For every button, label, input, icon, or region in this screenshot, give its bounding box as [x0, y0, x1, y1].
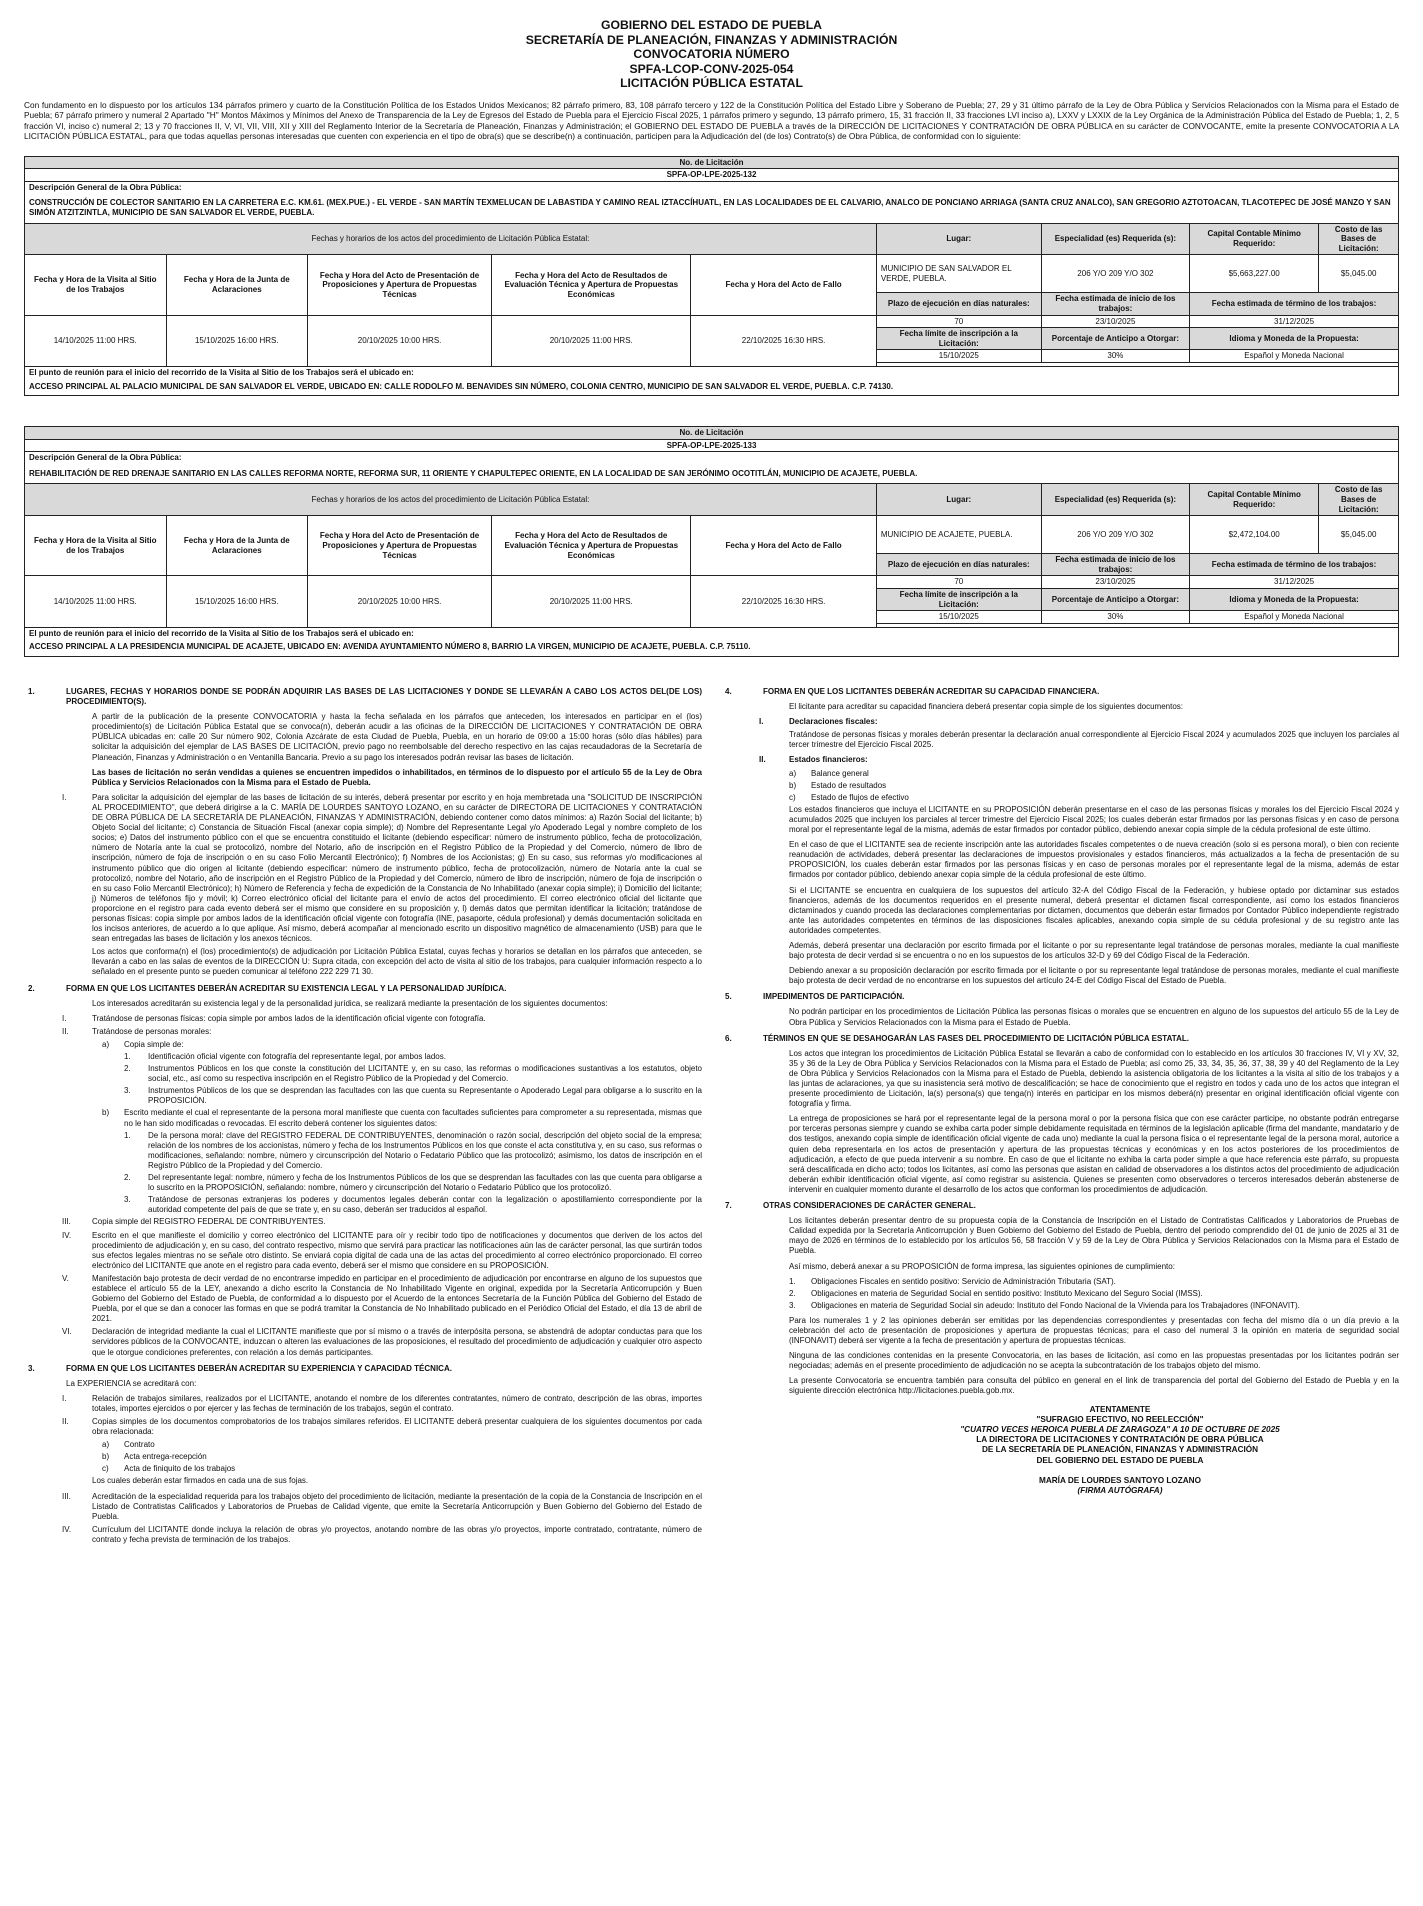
body-columns	[24, 681, 1399, 1548]
section-title: LUGARES, FECHAS Y HORARIOS DONDE SE PODRÁN ADQUIRIR LAS BASES DE LAS LICITACIONES Y DONDE SE LLEVARÁN A CABO LOS ACTOS DEL(DE LOS) PROCEDIMIENTO(S).	[66, 687, 702, 707]
subitem	[721, 769, 1399, 779]
descripcion-value: CONSTRUCCIÓN DE COLECTOR SANITARIO EN LA CARRETERA E.C. KM.61. (MEX.PUE.) - EL VERDE - SAN MARTÍN TEXMELUCAN DE LABASTIDA Y CAMINO REAL IZTACCÍHUATL, EN LAS LOCALIDADES DE EL CALVARIO, ANALCO DE PONCIANO ARRIAGA (SANTA CRUZ ANALCO), SAN GREGORIO AZTOTOACAN, TLACOTEPEC DE JOSÉ MANZO Y SAN SIMÓN ATZITZINTLA, MUNICIPIO DE SAN SALVADOR EL VERDE, PUEBLA.	[25, 193, 1399, 223]
subitem	[24, 1086, 702, 1106]
section-number: 4.	[725, 687, 732, 696]
section-1-paragraph: Los actos que conforma(n) el (los) procedimiento(s) de adjudicación por Licitación Pública Estatal, cuyas fechas y horarios se detallan en los párrafos que anteceden, se llevarán a cabo en las salas de eventos de la DIRECCIÓN U: Supra citada, con excepción del acto de visita al sitio de los trabajos, para cualquier información respecto a lo señalado en el presente punto se pueden comunicar al teléfono 222 229 71 30.	[92, 947, 702, 977]
section-3-paragraph: La EXPERIENCIA se acreditará con:	[66, 1378, 197, 1388]
section-4-paragraph: Tratándose de personas físicas y morales deberán presentar la declaración anual correspondiente al Ejercicio Fiscal 2024 y acumulados 2025 que incluyen los parciales al tercer trimestre del Ejercicio Fiscal 2025.	[789, 730, 1399, 750]
limite-label: Fecha límite de inscripción a la Licitación:	[876, 589, 1041, 611]
fallo-label: Fecha y Hora del Acto de Fallo	[691, 255, 876, 315]
plazo-value: 70	[876, 315, 1041, 328]
idioma-value: Español y Moneda Nacional	[1190, 611, 1399, 624]
item-marker: V.	[62, 1273, 69, 1283]
subitem-text: Instrumentos Públicos de los que se desprendan las facultades con las que cuenta su Representante o Apoderado Legal para obligarse a lo suscrito en la PROPOSICIÓN.	[148, 1086, 702, 1106]
section-3-item	[24, 1525, 702, 1545]
subitem-text: Identificación oficial vigente con fotografía del representante legal, por ambos lados.	[148, 1052, 446, 1061]
section-number: 5.	[725, 992, 732, 1002]
item-text: Tratándose de personas morales:	[92, 1026, 212, 1036]
presentacion-label: Fecha y Hora del Acto de Presentación de Proposiciones y Apertura de Propuestas Técnicas	[308, 516, 492, 576]
item-text: Relación de trabajos similares, realizados por el LICITANTE, anotando el nombre de los diferentes contratantes, número de contrato, descripción de las obras, importes totales, importes ejercidos o por ejercer y las fechas de terminación de los trabajos, según el contrato.	[92, 1393, 702, 1413]
subitem-text: Copia simple de:	[124, 1039, 184, 1049]
section-7-paragraph: Para los numerales 1 y 2 las opiniones deberán ser emitidas por las dependencias correspondientes y presentadas con fecha del mismo día o un día previo a la celebración del acto de presentación de proposiciones y apertura de propuestas técnicas; para el caso del numeral 3 la opinión en materia de seguridad social (INFONAVIT) deberá ser vigente a la fecha de presentación y apertura de propuestas técnicas.	[789, 1315, 1399, 1346]
section-2-item	[24, 1327, 702, 1357]
anticipo-value: 30%	[1041, 350, 1189, 363]
resultados-value: 20/10/2025 11:00 HRS.	[492, 576, 691, 627]
section-7-paragraph: Ninguna de las condiciones contenidas en la presente Convocatoria, en las bases de licitación, así como en las propuestas presentadas por los licitantes podrán ser negociadas; además en el presente procedimiento de adjudicación no se acepta la subcontratación de los trabajos objeto del mismo.	[789, 1351, 1399, 1371]
item-text: Tratándose de personas físicas: copia simple por ambos lados de la identificación oficial vigente con fotografía.	[92, 1013, 486, 1023]
licitacion-table-1	[24, 156, 1399, 397]
section-title: FORMA EN QUE LOS LICITANTES DEBERÁN ACREDITAR SU EXPERIENCIA Y CAPACIDAD TÉCNICA.	[66, 1363, 452, 1373]
descripcion-label: Descripción General de la Obra Pública:	[25, 181, 1399, 193]
reunion-value: ACCESO PRINCIPAL AL PALACIO MUNICIPAL DE SAN SALVADOR EL VERDE, UBICADO EN: CALLE RODOLFO M. BENAVIDES SIN NÚMERO, COLONIA CENTRO, MUNICIPIO DE SAN SALVADOR EL VERDE, PUEBLA. C.P. 74130.	[25, 379, 1399, 396]
section-4-heading	[721, 687, 1399, 697]
resultados-label: Fecha y Hora del Acto de Resultados de Evaluación Técnica y Apertura de Propuestas Económicas	[492, 516, 691, 576]
signature-line: LA DIRECTORA DE LICITACIONES Y CONTRATACIÓN DE OBRA PÚBLICA	[976, 1435, 1264, 1445]
item-text: Para solicitar la adquisición del ejemplar de las bases de licitación de su interés, deberá presentar por escrito y en hoja membretada una "SOLICITUD DE INSCRIPCIÓN AL PROCEDIMIENTO", que deberá dirigirse a la C. MARÍA DE LOURDES SANTOYO LOZANO, en su carácter de DIRECTORA DE LICITACIONES Y CONTRATACIÓN DE OBRA PÚBLICA DE LA SECRETARÍA DE PLANEACIÓN, FINANZAS Y ADMINISTRACIÓN, debiendo contener como datos mínimos: a) Razón Social del licitante; b) Objeto Social del licitante; c) Constancia de Situación Fiscal (anexar copia simple); d) Nombre del Representante Legal y/o Apoderado Legal y nombre completo de los socios; e) Datos del instrumento público con el que se encuentra constituido el licitante (debiendo especificar: número de instrumento público, fecha de protocolización, número de Notaría ante la cual se protocolizó, nombre del Notario, año de inscripción en el Registro Público de la Propiedad y del Comercio, número de libro de inscripción, número de foja de inscripción o en su caso Folio Mercantil Electrónico); f) Nombres de los Accionistas; g) En su caso, sus reformas y/o modificaciones al instrumento público que dio origen al licitante (debiendo especificar: número de instrumento público, fecha de protocolización, número de Notaría ante la cual se protocolizó, nombre del Notario, año de inscripción en el Registro Público de la Propiedad y del Comercio, número de libro de inscripción, número de foja de inscripción o en su caso Folio Mercantil Electrónico); h) Número de Referencia y fecha de expedición de la Constancia de No Inhabilitado (anexar copia simple); i) Domicilio del licitante; j) Números de teléfonos fijo y móvil; k) Correo electrónico oficial del licitante para el envío de actos del procedimiento. El correo electrónico oficial del licitante que proporcione en el registro para cada evento deberá ser el mismo que considere en su proposición y, l) demás datos que permitan identificar la licitación; tratándose de personas físicas: copia simple por ambos lados de la identificación oficial vigente con fotografía (INE, pasaporte, cédula profesional) y demás documentación solicitada en los incisos anteriores, de acuerdo a lo que aplique. Así mismo, deberá acompañar al mencionado escrito un dispositivo magnético de almacenamiento (USB) para que le sean entregadas las bases de licitación y los anexos técnicos.	[92, 792, 702, 944]
section-1-item	[24, 793, 702, 944]
subitem-text: Contrato	[124, 1440, 155, 1450]
section-3-item	[24, 1394, 702, 1414]
subitem-text: Instrumentos Públicos en los que conste la constitución del LICITANTE y, en su caso, las reformas o modificaciones sustantivas a los estatutos, objeto social, etc., así como su respectiva inscripción en el Registro Público de la Propiedad y del Comercio.	[148, 1064, 702, 1084]
signer-name: MARÍA DE LOURDES SANTOYO LOZANO	[1039, 1475, 1201, 1485]
signature-block	[841, 1405, 1399, 1497]
section-2-item	[24, 1027, 702, 1037]
descripcion-label: Descripción General de la Obra Pública:	[25, 452, 1399, 464]
section-number: 7.	[725, 1201, 732, 1211]
item-text: Declaración de integridad mediante la cual el LICITANTE manifieste que por sí mismo o a través de interpósita persona, se abstendrá de adoptar conductas para que los servidores públicos de la CONVOCANTE, induzcan o alteren las evaluaciones de las proposiciones, el resultado del procedimiento de adjudicación y cualquier otro aspecto que le otorgue condiciones preferentes, con relación a los demás participantes.	[92, 1327, 702, 1357]
subitem-text: Del representante legal: nombre, número y fecha de los Instrumentos Públicos de los que se desprendan las facultades con las que cuenta para obligarse a lo suscrito en la PROPOSICIÓN, señalando: nombre, número y circunscripción del Notario o Fedatario Público que los protocolizó.	[148, 1173, 702, 1193]
section-4-paragraph: El licitante para acreditar su capacidad financiera deberá presentar copia simple de los siguientes documentos:	[789, 702, 1184, 712]
section-4-paragraph: Debiendo anexar a su proposición declaración por escrito firmada por el licitante o por su representante legal tratándose de personas morales, mediante el cual manifieste bajo protesta de decir verdad de no encontrarse en los supuestos del artículo 24-E del Código Fiscal del Estado de Puebla.	[789, 966, 1399, 986]
signature-line: DEL GOBIERNO DEL ESTADO DE PUEBLA	[1036, 1455, 1204, 1465]
fallo-value: 22/10/2025 16:30 HRS.	[691, 576, 876, 627]
section-6-paragraph: Los actos que integran los procedimientos de Licitación Pública Estatal se llevarán a cabo de conformidad con lo establecido en los artículos 30 fracciones IV, VI y XV, 32, 35 y 36 de la Ley de Obra Pública y Servicios Relacionados con la Misma para el Estado de Puebla; así como 25, 33, 34, 35, 36, 37, 38, 39 y 40 del Reglamento de la Ley de Obra Pública y Servicios Relacionados con la Misma para el Estado de Puebla, debiendo la asistencia obligatoria de los licitantes a la visita al sitio de los trabajos y a las juntas de aclaraciones, ya que su inasistencia será motivo de descalificación; se hace de conocimiento que el registro en todos y cada uno de los actos que integran el presente procedimiento de Licitación, la(s) persona(s) que tenga(n) interés en participar en los mismos deberá(n) presentar en original identificación oficial vigente con fotografía y firma.	[789, 1048, 1399, 1109]
item-text: Currículum del LICITANTE donde incluya la relación de obras y/o proyectos, anotando nombre de las obras y/o proyectos, importe contratado, contratante, número de contrato y fecha prevista de terminación de los trabajos.	[92, 1524, 702, 1544]
item-text: Copia simple del REGISTRO FEDERAL DE CONTRIBUYENTES.	[92, 1217, 326, 1227]
descripcion-value: REHABILITACIÓN DE RED DRENAJE SANITARIO EN LAS CALLES REFORMA NORTE, REFORMA SUR, 11 ORIENTE Y CHAPULTEPEC ORIENTE, EN LA LOCALIDAD DE SAN JERÓNIMO OCOTITLÁN, MUNICIPIO DE ACAJETE, PUEBLA.	[25, 464, 1399, 484]
item-marker: I.	[62, 1393, 67, 1403]
section-number: 1.	[28, 687, 35, 696]
subitem-text: Acta de finiquito de los trabajos	[124, 1464, 236, 1474]
subitem	[24, 1108, 702, 1128]
header-line-2: SECRETARÍA DE PLANEACIÓN, FINANZAS Y ADMINISTRACIÓN	[525, 32, 898, 47]
termino-label: Fecha estimada de término de los trabajos:	[1190, 554, 1399, 576]
capital-value: $2,472,104.00	[1190, 516, 1319, 554]
signature-line: ATENTAMENTE	[1089, 1404, 1151, 1414]
section-number: 6.	[725, 1033, 732, 1043]
idioma-label: Idioma y Moneda de la Propuesta:	[1190, 328, 1399, 350]
section-3-heading	[24, 1364, 702, 1374]
item-marker: III.	[62, 1217, 71, 1227]
termino-value: 31/12/2025	[1190, 315, 1399, 328]
right-column	[721, 681, 1399, 1548]
especialidad-label: Especialidad (es) Requerida (s):	[1041, 484, 1189, 516]
header-line-1: GOBIERNO DEL ESTADO DE PUEBLA	[601, 18, 822, 32]
subitem	[24, 1040, 702, 1050]
opinion-text: Obligaciones en materia de Seguridad Social en sentido positivo: Instituto Mexicano del Seguro Social (IMSS).	[811, 1288, 1203, 1298]
item-text: Declaraciones fiscales:	[789, 717, 878, 727]
signature-line: DE LA SECRETARÍA DE PLANEACIÓN, FINANZAS Y ADMINISTRACIÓN	[981, 1445, 1259, 1455]
item-marker: I.	[62, 1013, 67, 1023]
opinion-item	[721, 1277, 1399, 1287]
termino-value: 31/12/2025	[1190, 576, 1399, 589]
section-1-paragraph: Las bases de licitación no serán vendidas a quienes se encuentren impedidos o inhabilitados, en términos de lo dispuesto por el artículo 55 de la Ley de Obra Pública y Servicios Relacionados con la Misma para el Estado de Puebla.	[92, 767, 702, 787]
signature-line: "SUFRAGIO EFECTIVO, NO REELECCIÓN"	[1036, 1414, 1204, 1424]
section-2-item	[24, 1014, 702, 1024]
section-4-paragraph: En el caso de que el LICITANTE sea de reciente inscripción ante las autoridades fiscales competentes o de nueva creación (solo si es persona moral), o bien con reciente reanudación de actividades, deberá presentar las declaraciones de impuestos provisionales y estados financieros, más actualizados a la fecha de presentación de su PROPOSICIÓN, los cuales deberán estar firmados por las personas físicas y en caso de personas morales por el representante legal de la misma, además de estar firmados por contador público, debiendo anexar copia simple de la cédula profesional de este último.	[789, 840, 1399, 880]
subitem-text: De la persona moral: clave del REGISTRO FEDERAL DE CONTRIBUYENTES, denominación o razón social, descripción del objeto social de la empresa; relación de los nombres de los accionistas, número y fecha de los Instrumentos Públicos en los que conste el acta constitutiva y, en su caso, sus reformas o modificaciones, señalando: nombre, número y circunscripción del Notario o Fedatario Público que las protocolizó; asimismo, los datos de inscripción en el Registro Público de la Propiedad y del Comercio.	[148, 1130, 702, 1170]
item-text: Manifestación bajo protesta de decir verdad de no encontrarse impedido en participar en el procedimiento de adjudicación por encontrarse en alguno de los supuestos que establece el artículo 55 de la LEY, anexando a dicho escrito la Constancia de No Inhabilitado Vigente en original, expedida por la Secretaría Anticorrupción y Buen Gobierno del Gobierno del Estado de Puebla, de conformidad a lo dispuesto por el Acuerdo de la entonces Secretaría de la Función Pública del Gobierno del Estado de Puebla, por el que se dan a conocer las formas en que se podrá tramitar la Constancia de No Inhabilitado publicado en el Periódico Oficial del Estado, el día 13 de abril de 2021.	[92, 1273, 702, 1324]
anticipo-label: Porcentaje de Anticipo a Otorgar:	[1041, 328, 1189, 350]
section-4-paragraph: Los estados financieros que incluya el LICITANTE en su PROPOSICIÓN deberán presentarse en el caso de las personas físicas y morales los del Ejercicio Fiscal 2024 y acumulados 2025 que incluyen los parciales al tercer trimestre del Ejercicio Fiscal 2025; los cuales deberán estar firmados por las personas físicas y en caso de persona moral por el representante legal de la misma, además de estar firmados por contador público, debiendo anexar copia simple de la cédula profesional de este último.	[789, 804, 1399, 835]
section-7-paragraph: La presente Convocatoria se encuentra también para consulta del público en general en el link de transparencia del portal del Gobierno del Estado de Puebla y en la siguiente dirección electrónica http://licitaciones.puebla.gob.mx.	[789, 1376, 1399, 1396]
subitem	[24, 1440, 702, 1450]
item-text: Escrito en el que manifieste el domicilio y correo electrónico del LICITANTE para oír y recibir todo tipo de notificaciones y documentos que deriven de los actos del procedimiento de adjudicación y, en su caso, del contrato respectivo, mismo que servirá para practicar las notificaciones aún las de carácter personal, las que surtirán todos sus efectos legales mientras no se señale otro distinto. Se enviará copia digital de cada una de las actas del procedimiento al correo electrónico proporcionado. El correo electrónico del LICITANTE que anote en el registro para cada evento, deberá ser el mismo que considere en su PROPOSICIÓN.	[92, 1230, 702, 1270]
costo-label: Costo de las Bases de Licitación:	[1319, 223, 1399, 255]
section-4-paragraph: Si el LICITANTE se encuentra en cualquiera de los supuestos del artículo 32-A del Código Fiscal de la Federación, y hubiese optado por dictaminar sus estados financieros, además de los documentos requeridos en el presente numeral, deberá presentar el dictamen fiscal correspondiente, así como los estados financieros dictaminados y cuando proceda las declaraciones complementarias por dictamen, documentos que deberán estar firmados por Contador Público independiente registrado ante las autoridades competentes en términos de las disposiciones fiscales aplicables, anexando copia simple de su cédula profesional y de su registro ante las autoridades competentes.	[789, 885, 1399, 935]
opinion-text: Obligaciones Fiscales en sentido positivo: Servicio de Administración Tributaria (SAT).	[811, 1276, 1116, 1286]
junta-value: 15/10/2025 16:00 HRS.	[166, 576, 308, 627]
especialidad-value: 206 Y/O 209 Y/O 302	[1041, 516, 1189, 554]
especialidad-value: 206 Y/O 209 Y/O 302	[1041, 255, 1189, 293]
subitem-marker: c)	[789, 792, 796, 802]
subitem	[24, 1131, 702, 1171]
plazo-label: Plazo de ejecución en días naturales:	[876, 554, 1041, 576]
junta-label: Fecha y Hora de la Junta de Aclaraciones	[166, 255, 308, 315]
inicio-label: Fecha estimada de inicio de los trabajos:	[1041, 554, 1189, 576]
costo-value: $5,045.00	[1319, 516, 1399, 554]
section-7-paragraph: Los licitantes deberán presentar dentro de su propuesta copia de la Constancia de Inscripción en el Listado de Contratistas Calificados y Laboratorios de Pruebas de Calidad expedida por la Secretaría Anticorrupción y Buen Gobierno del Gobierno del Estado de Puebla, dentro del periodo comprendido del 01 de junio de 2025 al 31 de mayo de 2026 en términos de lo establecido por los artículos 56, 58 fracción V y 59 de la Ley de Obra Pública y Servicios Relacionados con la Misma para el Estado de Puebla.	[789, 1216, 1399, 1256]
header-line-3: CONVOCATORIA NÚMERO	[633, 47, 790, 62]
capital-label: Capital Contable Mínimo Requerido:	[1190, 484, 1319, 516]
limite-value: 15/10/2025	[876, 350, 1041, 363]
subitem-text: Estado de flujos de efectivo	[811, 792, 909, 802]
section-title: FORMA EN QUE LOS LICITANTES DEBERÁN ACREDITAR SU EXISTENCIA LEGAL Y LA PERSONALIDAD JURÍDICA.	[66, 983, 507, 993]
opinion-marker: 2.	[789, 1288, 796, 1298]
plazo-label: Plazo de ejecución en días naturales:	[876, 293, 1041, 315]
subitem-marker: b)	[789, 780, 797, 790]
idioma-label: Idioma y Moneda de la Propuesta:	[1190, 589, 1399, 611]
section-2-item	[24, 1231, 702, 1271]
fechas-label: Fechas y horarios de los actos del procedimiento de Licitación Pública Estatal:	[25, 223, 877, 255]
section-4-paragraph: Además, deberá presentar una declaración por escrito firmada por el licitante o por su representante legal tratándose de personas morales, mediante la cual manifieste bajo protesta de decir verdad si se encuentra o no en los supuestos de los artículos 32-D y 69 del Código Fiscal de la Federación.	[789, 940, 1399, 961]
especialidad-label: Especialidad (es) Requerida (s):	[1041, 223, 1189, 255]
anticipo-label: Porcentaje de Anticipo a Otorgar:	[1041, 589, 1189, 611]
reunion-label: El punto de reunión para el inicio del recorrido de la Visita al Sitio de los Trabajos será el ubicado en:	[25, 366, 1399, 378]
section-title: TÉRMINOS EN QUE SE DESAHOGARÁN LAS FASES DEL PROCEDIMIENTO DE LICITACIÓN PÚBLICA ESTATAL.	[763, 1033, 1189, 1043]
subitem-marker: c)	[102, 1464, 109, 1474]
subitem-marker: 2.	[124, 1064, 131, 1074]
item-marker: IV.	[62, 1524, 72, 1534]
section-5-heading	[721, 992, 1399, 1002]
section-5-paragraph: No podrán participar en los procedimientos de Licitación Pública las personas físicas o morales que se encuentren en alguno de los supuestos del artículo 55 de la Ley de Obra Pública y Servicios Relacionados con la Misma para el Estado de Puebla.	[789, 1007, 1399, 1027]
item-marker: II.	[62, 1026, 69, 1036]
section-6-heading	[721, 1034, 1399, 1044]
inicio-value: 23/10/2025	[1041, 315, 1189, 328]
item-text: Acreditación de la especialidad requerida para los trabajos objeto del procedimiento de licitación, mediante la presentación de la copia de la Constancia de Inscripción en el Listado de Contratistas Calificados y Laboratorios de Pruebas de Calidad vigente, que emite la Secretaría Anticorrupción y Buen Gobierno del Gobierno del Estado de Puebla.	[92, 1491, 702, 1521]
item-marker: III.	[62, 1491, 71, 1501]
subitem	[24, 1052, 702, 1062]
subitem-marker: a)	[102, 1039, 110, 1049]
header-line-5: LICITACIÓN PÚBLICA ESTATAL	[620, 76, 803, 91]
opinion-marker: 1.	[789, 1276, 796, 1286]
opinion-item	[721, 1289, 1399, 1299]
costo-label: Costo de las Bases de Licitación:	[1319, 484, 1399, 516]
termino-label: Fecha estimada de término de los trabajos:	[1190, 293, 1399, 315]
subitem	[24, 1464, 702, 1474]
section-6-paragraph: La entrega de proposiciones se hará por el representante legal de la persona moral o por la persona física que con ese carácter participe, no obstante podrán entregarse por terceras personas siempre y cuando se exhiba carta poder simple debidamente requisitada en términos de la legislación aplicable (firma del mandante, mandatario y de dos testigos, anexando copia simple de identificación oficial vigente de cada uno) mediante la cual la persona física o el representante legal de la persona moral, autorice a quien deba representarla en los actos de presentación y apertura de las propuestas técnicas y económicas y en los actos posteriores de los procedimientos de adjudicación, a efecto de que pueda intervenir a su nombre. En caso de que el licitante no exhiba la carta poder simple a que hace referencia este párrafo, su propuesta será descalificada en dicho acto; todos los licitantes, así como las personas que asistan en calidad de observadores a los distintos actos del procedimiento de adjudicación deberán exhibir identificación oficial vigente, así como registrar su asistencia. Quienes se presenten como observadores o terceros interesados deberán abstenerse de intervenir en cualquier momento durante el desarrollo de los actos que conforman los procedimientos de adjudicación.	[789, 1114, 1399, 1194]
section-4-item	[721, 717, 1399, 727]
visita-label: Fecha y Hora de la Visita al Sitio de los Trabajos	[25, 255, 167, 315]
section-1-paragraph: A partir de la publicación de la presente CONVOCATORIA y hasta la fecha señalada en los párrafos que anteceden, los interesados en participar en el (los) procedimiento(s) de Licitación Pública Estatal que se convoca(n), deberán acudir a las oficinas de la DIRECCIÓN DE LICITACIONES Y CONTRATACIÓN DE OBRA PÚBLICA ubicadas en: calle 20 Sur número 902, Colonia Azcárate de esta Ciudad de Puebla, Puebla, en un horario de 09:00 a 15:00 horas (sólo días hábiles) para solicitar la adquisición del ejemplar de LAS BASES DE LICITACIÓN, previo pago no reembolsable del derecho respectivo en las cajas recaudadoras de la Secretaría de Planeación, Finanzas y Administración o en Ventanilla Bancaria. Previo a su pago los interesados podrán revisar las bases de licitación.	[92, 712, 702, 762]
subitem	[24, 1452, 702, 1462]
section-title: FORMA EN QUE LOS LICITANTES DEBERÁN ACREDITAR SU CAPACIDAD FINANCIERA.	[763, 687, 1100, 696]
section-4-item	[721, 755, 1399, 765]
subitem-marker: 1.	[124, 1130, 131, 1140]
limite-label: Fecha límite de inscripción a la Licitación:	[876, 328, 1041, 350]
plazo-value: 70	[876, 576, 1041, 589]
intro-paragraph: Con fundamento en lo dispuesto por los artículos 134 párrafos primero y cuarto de la Constitución Política de los Estados Unidos Mexicanos; 82 párrafo primero, 83, 108 párrafo tercero y 122 de la Constitución Política del Estado Libre y Soberano de Puebla; 27, 29 y 31 último párrafo de la Ley de Obra Pública y Servicios Relacionados con la Misma para el Estado de Puebla; 67 párrafo primero y numeral 2 Apartado "H" Montos Máximos y Mínimos del Anexo de Transparencia de la Ley de Egresos del Estado de Puebla para el Ejercicio Fiscal 2025, 1 párrafos primero y segundo, 13 párrafo primero, 15, 31 fracción II, 33 fracciones LVI inciso a), LXXV y LXXIX de la Ley Orgánica de la Administración Pública del Estado de Puebla; 1, 2, 5 fracción VI, inciso c) numeral 2; 13 y 70 fracciones II, V, VI, VII, VIII, XII y XIII del Reglamento Interior de la Secretaría de Planeación, Finanzas y Administración; el GOBIERNO DEL ESTADO DE PUEBLA a través de la DIRECCIÓN DE LICITACIONES Y CONTRATACIÓN DE OBRA PÚBLICA en su carácter de CONVOCANTE, emite la presente CONVOCATORIA A LA LICITACIÓN PÚBLICA ESTATAL, para que todas aquellas personas interesadas que cuenten con experiencia en el tipo de obra(s) que se describe(n) a continuación, participen para la Adjudicación del (de los) Contrato(s) de Obra Pública, de conformidad con lo siguiente:	[24, 99, 1399, 142]
reunion-label: El punto de reunión para el inicio del recorrido de la Visita al Sitio de los Trabajos será el ubicado en:	[25, 627, 1399, 639]
opinion-item	[721, 1301, 1399, 1311]
junta-label: Fecha y Hora de la Junta de Aclaraciones	[166, 516, 308, 576]
left-column	[24, 681, 702, 1548]
anticipo-value: 30%	[1041, 611, 1189, 624]
section-2-heading	[24, 984, 702, 994]
opinion-marker: 3.	[789, 1300, 796, 1310]
no-licitacion-label: No. de Licitación	[25, 156, 1399, 169]
section-3-item	[24, 1417, 702, 1437]
licitacion-table-2	[24, 426, 1399, 657]
presentacion-value: 20/10/2025 10:00 HRS.	[308, 315, 492, 366]
presentacion-value: 20/10/2025 10:00 HRS.	[308, 576, 492, 627]
capital-label: Capital Contable Mínimo Requerido:	[1190, 223, 1319, 255]
section-2-paragraph: Los interesados acreditarán su existencia legal y de la personalidad jurídica, se realizará mediante la presentación de los siguientes documentos:	[92, 998, 608, 1008]
reunion-value: ACCESO PRINCIPAL A LA PRESIDENCIA MUNICIPAL DE ACAJETE, UBICADO EN: AVENIDA AYUNTAMIENTO NÚMERO 8, BARRIO LA VIRGEN, MUNICIPIO DE ACAJETE, PUEBLA. C.P. 75110.	[25, 639, 1399, 656]
subitem-text: Escrito mediante el cual el representante de la persona moral manifieste que cuenta con facultades suficientes para comprometer a su representada, mismas que no le han sido modificadas o revocadas. El escrito deberá contener los siguientes datos:	[124, 1108, 702, 1128]
visita-value: 14/10/2025 11:00 HRS.	[25, 315, 167, 366]
item-marker: VI.	[62, 1327, 72, 1337]
item-marker: I.	[62, 792, 67, 802]
licitacion-number: SPFA-OP-LPE-2025-133	[25, 439, 1399, 452]
signature-note: (FIRMA AUTÓGRAFA)	[1077, 1485, 1163, 1495]
section-number: 3.	[28, 1363, 35, 1373]
fechas-label: Fechas y horarios de los actos del procedimiento de Licitación Pública Estatal:	[25, 484, 877, 516]
item-text: Copias simples de los documentos comprobatorios de los trabajos similares referidos. El LICITANTE deberá presentar cualquiera de los siguientes documentos por cada obra relacionada:	[92, 1417, 702, 1437]
subitem-marker: 3.	[124, 1086, 131, 1096]
convocatoria-page	[24, 0, 1399, 1888]
signature-line: "CUATRO VECES HEROICA PUEBLA DE ZARAGOZA" A 10 DE OCTUBRE DE 2025	[960, 1424, 1280, 1434]
subitem	[24, 1173, 702, 1193]
item-text: Estados financieros:	[789, 755, 868, 765]
subitem-text: Tratándose de personas extranjeras los poderes y documentos legales deberán contar con la legalización o apostillamiento correspondiente por la autoridad competente del país de que se trate y, en su caso, deberán ser traducidos al español.	[148, 1195, 702, 1215]
idioma-value: Español y Moneda Nacional	[1190, 350, 1399, 363]
section-2-item	[24, 1217, 702, 1227]
subitem-text: Estado de resultados	[811, 780, 887, 790]
section-1-heading	[24, 687, 702, 707]
section-7-heading	[721, 1201, 1399, 1211]
subitem	[721, 793, 1399, 803]
section-3-item	[24, 1492, 702, 1522]
inicio-label: Fecha estimada de inicio de los trabajos:	[1041, 293, 1189, 315]
subitem-text: Balance general	[811, 768, 869, 778]
section-2-item	[24, 1274, 702, 1324]
section-title: OTRAS CONSIDERACIONES DE CARÁCTER GENERAL.	[763, 1201, 976, 1211]
costo-value: $5,045.00	[1319, 255, 1399, 293]
visita-label: Fecha y Hora de la Visita al Sitio de los Trabajos	[25, 516, 167, 576]
subitem-marker: b)	[102, 1108, 110, 1118]
lugar-value: MUNICIPIO DE SAN SALVADOR EL VERDE, PUEBLA.	[876, 255, 1041, 293]
presentacion-label: Fecha y Hora del Acto de Presentación de Proposiciones y Apertura de Propuestas Técnicas	[308, 255, 492, 315]
section-7-paragraph: Así mismo, deberá anexar a su PROPOSICIÓN de forma impresa, las siguientes opiniones de cumplimiento:	[789, 1261, 1175, 1271]
subitem-marker: a)	[102, 1440, 110, 1450]
subitem	[721, 781, 1399, 791]
subitem-marker: 1.	[124, 1052, 131, 1061]
section-number: 2.	[28, 983, 35, 993]
subitem	[24, 1195, 702, 1215]
junta-value: 15/10/2025 16:00 HRS.	[166, 315, 308, 366]
subitem-marker: b)	[102, 1452, 110, 1462]
lugar-label: Lugar:	[876, 223, 1041, 255]
item-marker: I.	[759, 717, 764, 727]
resultados-value: 20/10/2025 11:00 HRS.	[492, 315, 691, 366]
fallo-value: 22/10/2025 16:30 HRS.	[691, 315, 876, 366]
opinion-text: Obligaciones en materia de Seguridad Social sin adeudo: Instituto del Fondo Nacional de la Vivienda para los Trabajadores (INFONAVIT).	[811, 1300, 1300, 1310]
lugar-label: Lugar:	[876, 484, 1041, 516]
lugar-value: MUNICIPIO DE ACAJETE, PUEBLA.	[876, 516, 1041, 554]
capital-value: $5,663,227.00	[1190, 255, 1319, 293]
subitem-text: Acta entrega-recepción	[124, 1452, 207, 1462]
subitem-marker: 3.	[124, 1195, 131, 1205]
subitem	[24, 1064, 702, 1084]
section-3-paragraph: Los cuales deberán estar firmados en cada una de sus fojas.	[92, 1476, 309, 1486]
limite-value: 15/10/2025	[876, 611, 1041, 624]
visita-value: 14/10/2025 11:00 HRS.	[25, 576, 167, 627]
document-header	[24, 18, 1399, 91]
no-licitacion-label: No. de Licitación	[25, 427, 1399, 440]
fallo-label: Fecha y Hora del Acto de Fallo	[691, 516, 876, 576]
resultados-label: Fecha y Hora del Acto de Resultados de Evaluación Técnica y Apertura de Propuestas Económicas	[492, 255, 691, 315]
inicio-value: 23/10/2025	[1041, 576, 1189, 589]
item-marker: IV.	[62, 1230, 72, 1240]
item-marker: II.	[759, 755, 766, 765]
header-line-4: SPFA-LCOP-CONV-2025-054	[629, 61, 794, 76]
subitem-marker: 2.	[124, 1173, 131, 1183]
item-marker: II.	[62, 1417, 69, 1426]
licitacion-number: SPFA-OP-LPE-2025-132	[25, 169, 1399, 182]
section-title: IMPEDIMENTOS DE PARTICIPACIÓN.	[763, 992, 905, 1002]
subitem-marker: a)	[789, 768, 797, 778]
